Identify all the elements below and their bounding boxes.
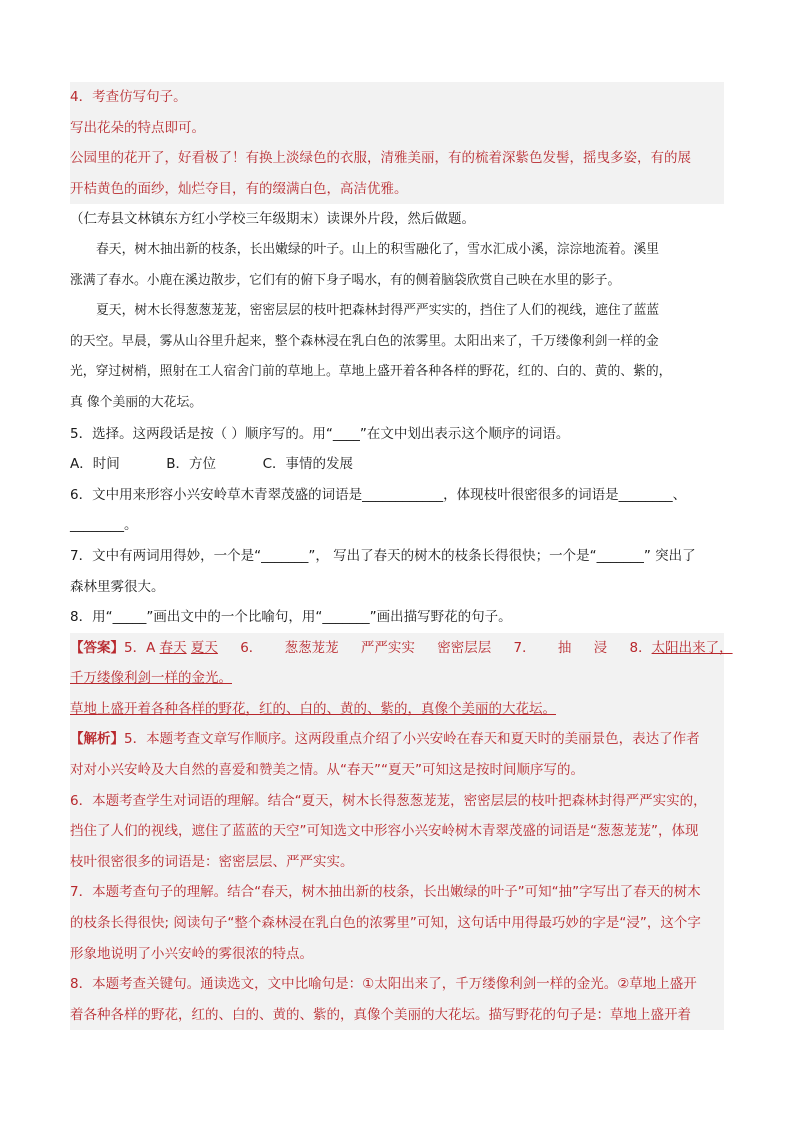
passage-p1-line-1: 春天，树木抽出新的枝条，长出嫩绿的叶子。山上的积雪融化了，雪水汇成小溪，淙淙地流着。溪里 (96, 241, 660, 257)
question-7-line-1: 7．文中有两词用得妙，一个是“_______”， 写出了春天的树木的枝条长得很快；一个是“_______” 突出了 (70, 547, 696, 564)
option-b: B．方位 (166, 456, 217, 473)
q4-hint: 写出花朵的特点即可。 (70, 113, 724, 144)
option-c: C．事情的发展 (262, 456, 354, 473)
document-page (70, 82, 733, 1030)
q4-title: 4．考查仿写句子。 (70, 82, 724, 113)
q4-answer-line-1: 公园里的花开了，好看极了！有换上淡绿色的衣服，清雅美丽，有的梳着深紫色发髻，摇曳多姿，有的展 (70, 143, 724, 174)
analysis-5-line-2: 对对小兴安岭及大自然的喜爱和赞美之情。从“春天”“夏天”可知这是按时间顺序写的。 (70, 755, 724, 786)
q4-answer-line-2: 开桔黄色的面纱，灿烂夺目，有的缀满白色，高洁优雅。 (70, 174, 724, 205)
source-line: （仁寿县文林镇东方红小学校三年级期末）读课外片段，然后做题。 (70, 211, 475, 228)
passage-p2-line-2: 的天空。早晨，雾从山谷里升起来，整个森林浸在乳白色的浓雾里。太阳出来了，千万缕像利剑一样的金 (70, 333, 659, 349)
analysis-7-line-1: 7．本题考查句子的理解。结合“春天，树木抽出新的枝条，长出嫩绿的叶子”可知“抽”字写出了春天的树木 (70, 877, 724, 908)
question-7-line-2: 森林里雾很大。 (70, 578, 165, 595)
analysis-7-line-2: 的枝条长得很快; 阅读句子“整个森林浸在乳白色的浓雾里”可知，这句话中用得最巧妙的字是“浸”，这个字 (70, 908, 724, 939)
passage-p2-line-1: 夏天，树木长得葱葱茏茏，密密层层的枝叶把森林封得严严实实的，挡住了人们的视线，遮住了蓝蓝 (96, 303, 660, 319)
answer-label: 【答案】 (70, 639, 124, 656)
analysis-6-line-1: 6．本题考查学生对词语的理解。结合“夏天，树木长得葱葱茏茏，密密层层的枝叶把森林封得严严实实的， (70, 786, 724, 817)
question-5: 5．选择。这两段话是按（ ）顺序写的。用“____”在文中划出表示这个顺序的词语。 (70, 425, 570, 442)
answer-line-2: 千万缕像利剑一样的金光。 (70, 663, 724, 694)
analysis-8-line-1: 8．本题考查关键句。通读选文，文中比喻句是：①太阳出来了，千万缕像利剑一样的金光。②草地上盛开 (70, 969, 724, 1000)
question-8: 8．用“_____”画出文中的一个比喻句，用“_______”画出描写野花的句子。 (70, 609, 512, 626)
analysis-6-line-2: 挡住了人们的视线，遮住了蓝蓝的天空”可知选文中形容小兴安岭树木青翠茂盛的词语是“葱葱茏茏”，体现 (70, 816, 724, 847)
analysis-8-line-2: 着各种各样的野花，红的、白的、黄的、紫的，真像个美丽的大花坛。描写野花的句子是：草地上盛开着 (70, 1000, 724, 1031)
answer-line-3: 草地上盛开着各种各样的野花，红的、白的、黄的、紫的，真像个美丽的大花坛。 (70, 694, 724, 725)
analysis-5-line-1: 【解析】5．本题考查文章写作顺序。这两段重点介绍了小兴安岭在春天和夏天时的美丽景色，表达了作者 (70, 724, 724, 755)
passage-p1-line-2: 涨满了春水。小鹿在溪边散步，它们有的俯下身子喝水，有的侧着脑袋欣赏自己映在水里的影子。 (70, 272, 621, 288)
question-6-line-2: ________。 (70, 517, 138, 534)
analysis-6-line-3: 枝叶很密很多的词语是：密密层层、严严实实。 (70, 847, 724, 878)
answer-line-1: 【答案】5．A 春天 夏天 6． 葱葱茏茏 严严实实 密密层层 7． 抽 浸 8．太阳出来了， (70, 633, 724, 664)
question-5-options (70, 449, 724, 480)
passage-p2-line-4: 真 像个美丽的大花坛。 (70, 394, 203, 410)
analysis-7-line-3: 形象地说明了小兴安岭的雾很浓的特点。 (70, 939, 724, 970)
passage-p2-line-3: 光，穿过树梢，照射在工人宿舍门前的草地上。草地上盛开着各种各样的野花，红的、白的、黄的、紫的， (70, 364, 672, 380)
analysis-label: 【解析】 (70, 731, 124, 748)
option-a: A．时间 (70, 456, 120, 473)
question-6-line-1: 6．文中用来形容小兴安岭草木青翠茂盛的词语是____________，体现枝叶很密很多的词语是________、 (70, 486, 687, 503)
